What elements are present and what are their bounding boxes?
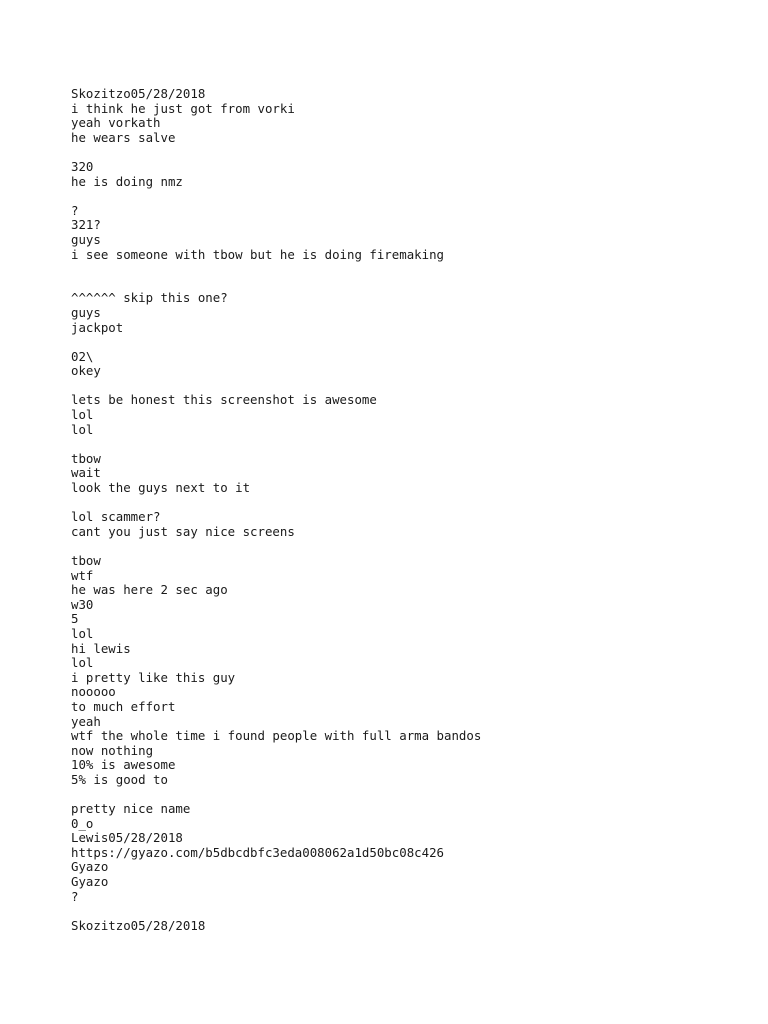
chat-line: 321? — [71, 217, 101, 233]
chat-line: lol — [71, 625, 94, 641]
blank-line — [71, 379, 751, 394]
author-timestamp-line: Lewis05/28/2018 — [71, 830, 183, 846]
url-line: https://gyazo.com/b5dbcdbfc3eda008062a1d50bc08c426 — [71, 844, 444, 860]
blank-line — [71, 904, 751, 919]
chat-line: 02\ — [71, 348, 94, 364]
chat-line: ? — [71, 202, 79, 218]
chat-line: cant you just say nice screens — [71, 523, 295, 539]
chat-line: guys — [71, 304, 101, 320]
chat-line: wtf — [71, 567, 94, 583]
chat-line: nooooo — [71, 684, 116, 700]
blank-line — [71, 496, 751, 511]
chat-line: jackpot — [71, 319, 124, 335]
chat-line: yeah vorkath — [71, 115, 161, 131]
chat-line: he was here 2 sec ago — [71, 582, 228, 598]
chat-line: Gyazo — [71, 859, 109, 875]
chat-line: ? — [71, 888, 79, 904]
chat-log-document — [71, 87, 751, 933]
blank-line — [71, 539, 751, 554]
chat-line: lets be honest this screenshot is awesome — [71, 392, 377, 408]
chat-line: ^^^^^^ skip this one? — [71, 290, 228, 306]
author-timestamp-line: Skozitzo05/28/2018 — [71, 86, 206, 101]
chat-line: tbow — [71, 450, 101, 466]
chat-line: w30 — [71, 596, 94, 612]
chat-line: 0_o — [71, 815, 94, 831]
blank-line — [71, 788, 751, 803]
chat-line: 5 — [71, 611, 79, 627]
chat-line: i think he just got from vorki — [71, 100, 295, 116]
chat-line: Gyazo — [71, 874, 109, 890]
blank-line — [71, 189, 751, 204]
chat-line: wait — [71, 465, 101, 481]
chat-line: i pretty like this guy — [71, 669, 236, 685]
blank-line — [71, 335, 751, 350]
chat-line: 5% is good to — [71, 771, 168, 787]
chat-line: i see someone with tbow but he is doing firemaking — [71, 246, 444, 262]
chat-line: okey — [71, 363, 101, 379]
chat-line: lol scammer? — [71, 509, 161, 525]
chat-line: lol — [71, 655, 94, 671]
chat-line: wtf the whole time i found people with full arma bandos — [71, 728, 482, 744]
chat-line: yeah — [71, 713, 101, 729]
chat-line: now nothing — [71, 742, 154, 758]
blank-line — [71, 145, 751, 160]
chat-line: 10% is awesome — [71, 757, 176, 773]
chat-line: guys — [71, 231, 101, 247]
chat-line: he is doing nmz — [71, 173, 183, 189]
chat-line: pretty nice name — [71, 801, 191, 817]
chat-line: lol — [71, 407, 94, 423]
chat-line: lol — [71, 421, 94, 437]
chat-line: hi lewis — [71, 640, 131, 656]
chat-line: he wears salve — [71, 129, 176, 145]
chat-line: 320 — [71, 158, 94, 174]
author-timestamp-line: Skozitzo05/28/2018 — [71, 917, 206, 933]
blank-line — [71, 437, 751, 452]
chat-line: to much effort — [71, 698, 176, 714]
chat-line: look the guys next to it — [71, 480, 251, 496]
blank-line — [71, 277, 751, 292]
blank-line — [71, 262, 751, 277]
chat-line: tbow — [71, 553, 101, 568]
